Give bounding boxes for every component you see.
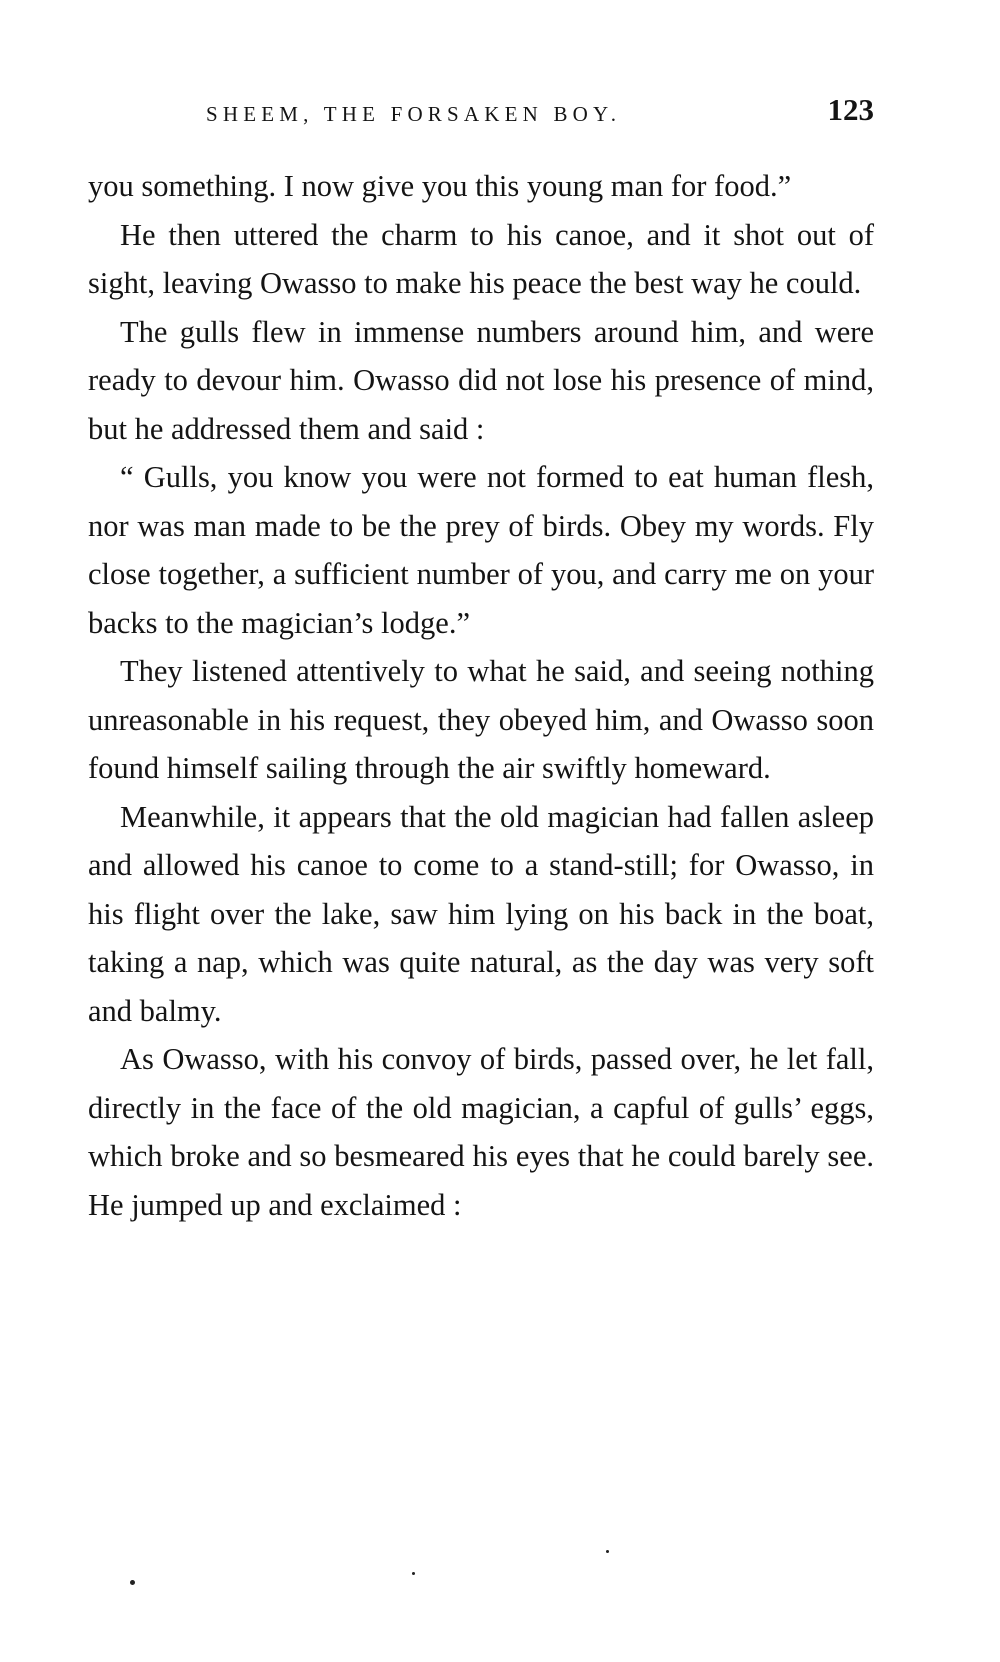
running-title: SHEEM, THE FORSAKEN BOY. (206, 102, 622, 126)
body-text (88, 162, 874, 1229)
paragraph: you something. I now give you this young man for food.” (88, 169, 792, 203)
paragraph: “ Gulls, you know you were not formed to eat human flesh, nor was man made to be the prey of birds. Obey my words. Fly close together, a sufficient number of you, and carry me on your backs to the magician’s lodge.” (88, 460, 874, 640)
paragraph: The gulls flew in immense numbers around him, and were ready to devour him. Owasso did not lose his presence of mind, but he addressed them and said : (88, 314, 874, 446)
ink-speck (606, 1550, 609, 1553)
page-number: 123 (827, 92, 874, 127)
paragraph: They listened attentively to what he said, and seeing nothing unreasonable in his request, they obeyed him, and Owasso soon found himself sailing through the air swiftly homeward. (88, 654, 874, 785)
paragraph: Meanwhile, it appears that the old magician had fallen asleep and allowed his canoe to come to a stand-still; for Owasso, in his flight over the lake, saw him lying on his back in the boat, taking a nap, which was quite natural, as the day was very soft and balmy. (88, 799, 874, 1028)
book-page (88, 0, 874, 1662)
ink-speck (412, 1572, 415, 1575)
ink-speck (130, 1580, 135, 1585)
paragraph: He then uttered the charm to his canoe, and it shot out of sight, leaving Owasso to make his peace the best way he could. (88, 217, 874, 300)
paragraph: As Owasso, with his convoy of birds, passed over, he let fall, directly in the face of the old magician, a capful of gulls’ eggs, which broke and so besmeared his eyes that he could barely see. He jumped up and exclaimed : (88, 1042, 874, 1222)
running-head (88, 92, 874, 132)
